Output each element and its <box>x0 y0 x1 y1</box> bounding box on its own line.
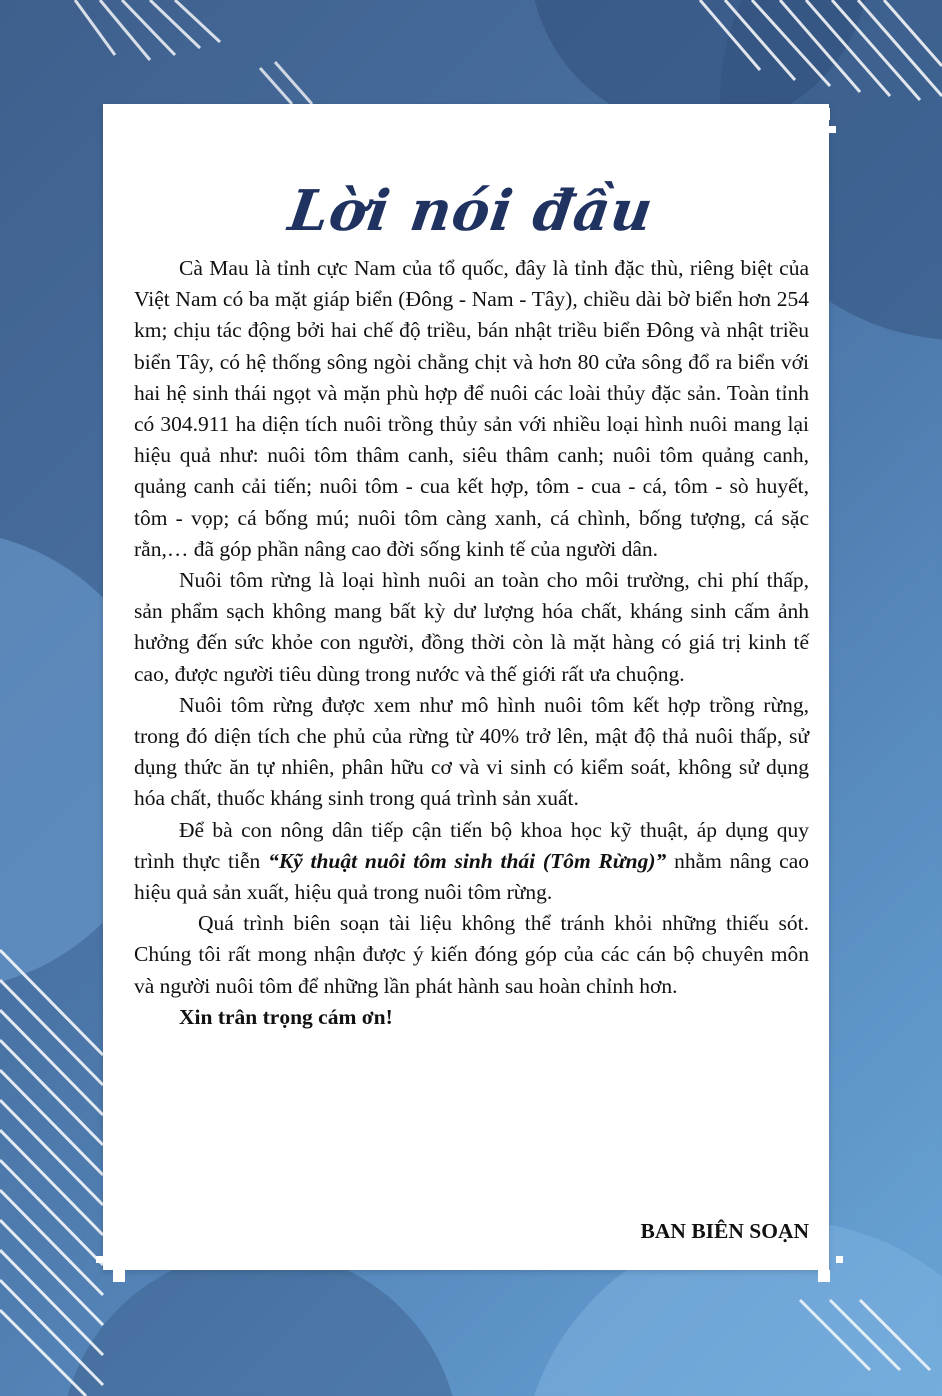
paragraph: Quá trình biên soạn tài liệu không thể tránh khỏi những thiếu sót. Chúng tôi rất mong nhận được ý kiến đóng góp của các cán bộ chuyên môn và người nuôi tôm để những lần phát hành sau hoàn chỉnh hơn. <box>134 911 809 998</box>
signature: BAN BIÊN SOẠN <box>640 1219 809 1243</box>
corner-ornament <box>818 1270 830 1282</box>
paragraph-text: nhằm nâng cao hiệu quả sản xuất, hiệu quả trong nuôi tôm rừng. <box>134 848 809 905</box>
corner-ornament <box>829 126 836 133</box>
corner-ornament <box>836 1256 843 1263</box>
corner-ornament <box>96 1256 103 1263</box>
paragraph: Nuôi tôm rừng là loại hình nuôi an toàn cho môi trường, chi phí thấp, sản phẩm sạch không mang bất kỳ dư lượng hóa chất, kháng sinh cấm ảnh hưởng đến sức khỏe con người, đồng thời còn là mặt hàng có giá trị kinh tế cao, được người tiêu dùng trong nước và thế giới rất ưa chuộng. <box>134 568 809 686</box>
corner-ornament <box>113 1270 125 1282</box>
paragraph: Nuôi tôm rừng được xem như mô hình nuôi tôm kết hợp trồng rừng, trong đó diện tích che phủ của rừng từ 40% trở lên, mật độ thả nuôi thấp, sử dụng thức ăn tự nhiên, phân hữu cơ và vi sinh có kiểm soát, không sử dụng hóa chất, thuốc kháng sinh trong quá trình sản xuất. <box>134 692 809 811</box>
corner-ornament <box>113 108 125 120</box>
stripes-left <box>0 950 103 1396</box>
stripes-top-center <box>260 62 312 104</box>
corner-ornament <box>103 126 110 133</box>
book-title-emphasis: “Kỹ thuật nuôi tôm sinh thái (Tôm Rừng)” <box>268 848 667 873</box>
preface-body <box>134 253 809 1033</box>
thanks-line: Xin trân trọng cám ơn! <box>179 1004 393 1029</box>
stripes-top-left <box>75 0 220 60</box>
corner-ornament <box>818 108 830 120</box>
paragraph-text: Để bà con nông dân tiếp cận tiến bộ khoa học kỹ thuật, áp dụng quy trình thực tiễn <box>134 817 809 873</box>
paragraph <box>134 815 809 909</box>
paragraph: Cà Mau là tỉnh cực Nam của tổ quốc, đây là tỉnh đặc thù, riêng biệt của Việt Nam có ba mặt giáp biển (Đông - Nam - Tây), chiều dài bờ biển hơn 254 km; chịu tác động bởi hai chế độ triều, bán nhật triều biển Đông và nhật triều biển Tây, có hệ thống sông ngòi chằng chịt và hơn 80 cửa sông đổ ra biển với hai hệ sinh thái ngọt và mặn phù hợp để nuôi các loài thủy đặc sản. Toàn tỉnh có 304.911 ha diện tích nuôi trồng thủy sản với nhiều loại hình nuôi mang lại hiệu quả như: nuôi tôm thâm canh, siêu thâm canh; nuôi tôm quảng canh, quảng canh cải tiến; nuôi tôm - cua kết hợp, tôm - cua - cá, tôm - sò huyết, tôm - vọp; cá bống mú; nuôi tôm càng xanh, cá chình, bống tượng, cá sặc rằn,… đã góp phần nâng cao đời sống kinh tế của người dân. <box>134 256 809 561</box>
page-title: Lời nói đầu <box>284 177 658 244</box>
